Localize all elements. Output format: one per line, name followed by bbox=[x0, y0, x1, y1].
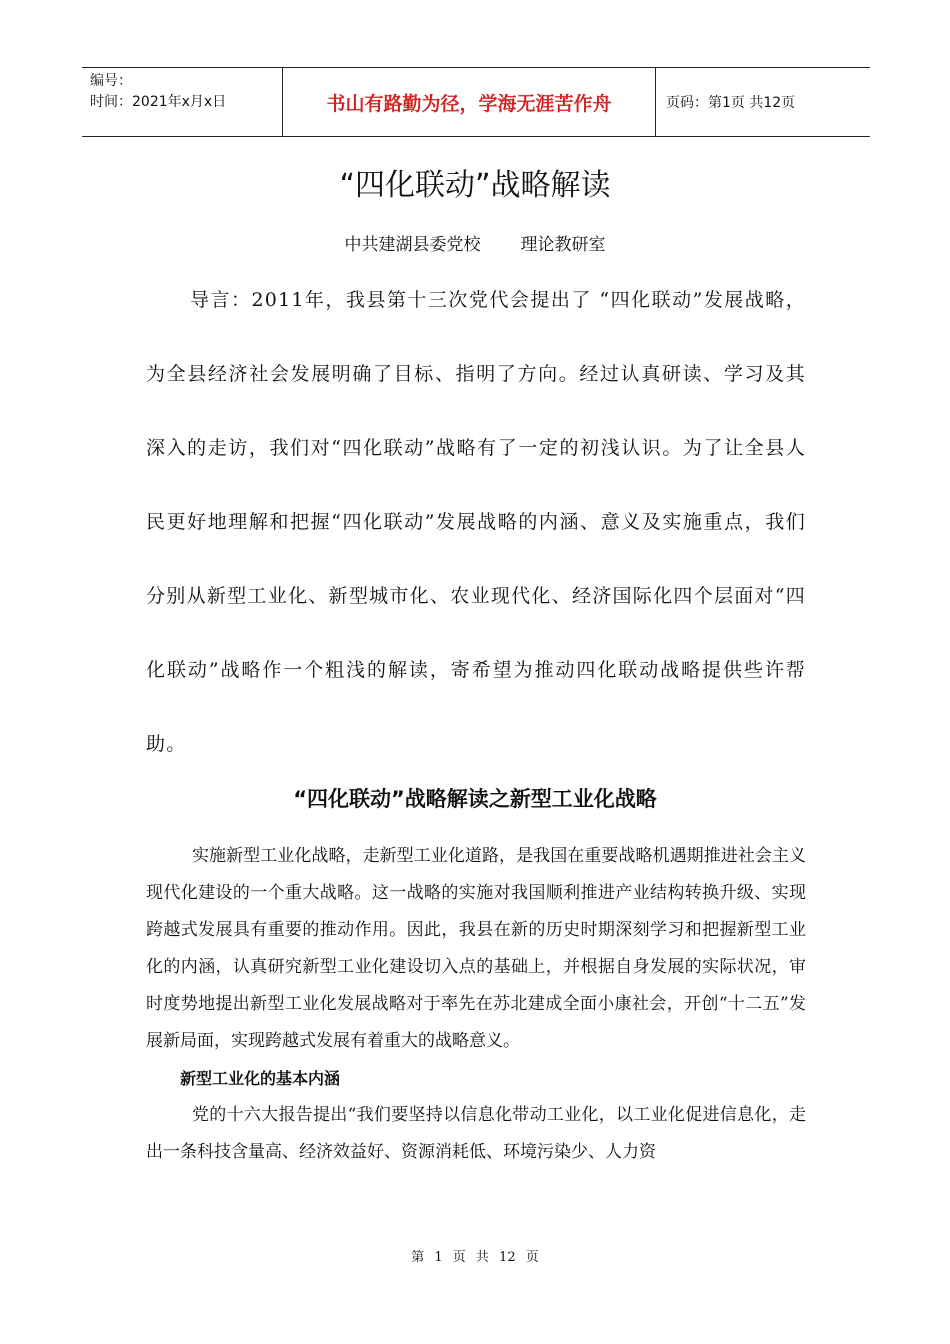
section-title: “四化联动”战略解读之新型工业化战略 bbox=[293, 787, 657, 811]
document-header bbox=[82, 67, 870, 137]
time-label: 时间：2021年x月x日 bbox=[90, 94, 227, 110]
page-title: “四化联动”战略解读 bbox=[339, 168, 611, 203]
intro-block bbox=[146, 263, 806, 781]
author-dept: 理论教研室 bbox=[520, 235, 606, 255]
author-org: 中共建湖县委党校 bbox=[344, 235, 481, 255]
section-body bbox=[146, 838, 806, 1171]
number-label: 编号： bbox=[90, 73, 132, 89]
page-footer: 第 1 页 共 12 页 bbox=[411, 1250, 539, 1265]
header-page-info: 页码：第1页 共12页 bbox=[666, 95, 796, 111]
header-motto: 书山有路勤为径，学海无涯苦作舟 bbox=[282, 68, 656, 136]
body-paragraph: 实施新型工业化战略，走新型工业化道路，是我国在重要战略机遇期推进社会主义现代化建设的一个重大战略。这一战略的实施对我国顺利推进产业结构转换升级、实现跨越式发展具有重要的推动作用。因此，我县在新的历史时期深刻学习和把握新型工业化的内涵，认真研究新型工业化建设切入点的基础上，并根据自身发展的实际状况，审时度势地提出新型工业化发展战略对于率先在苏北建成全面小康社会，开创“十二五”发展新局面，实现跨越式发展有着重大的战略意义。 bbox=[146, 846, 806, 1051]
body-paragraph: 党的十六大报告提出“我们要坚持以信息化带动工业化，以工业化促进信息化，走出一条科技含量高、经济效益好、资源消耗低、环境污染少、人力资 bbox=[146, 1105, 806, 1162]
header-meta bbox=[82, 68, 282, 136]
intro-paragraph: 导言：2011年，我县第十三次党代会提出了 “四化联动”发展战略，为全县经济社会发展明确了目标、指明了方向。经过认真研读、学习及其深入的走访，我们对“四化联动”战略有了一定的初浅认识。为了让全县人民更好地理解和把握“四化联动”发展战略的内涵、意义及实施重点，我们分别从新型工业化、新型城市化、农业现代化、经济国际化四个层面对“四化联动”战略作一个粗浅的解读，寄希望为推动四化联动战略提供些许帮助。 bbox=[146, 289, 806, 755]
subheading: 新型工业化的基本内涵 bbox=[180, 1069, 341, 1088]
author-line bbox=[0, 230, 950, 255]
